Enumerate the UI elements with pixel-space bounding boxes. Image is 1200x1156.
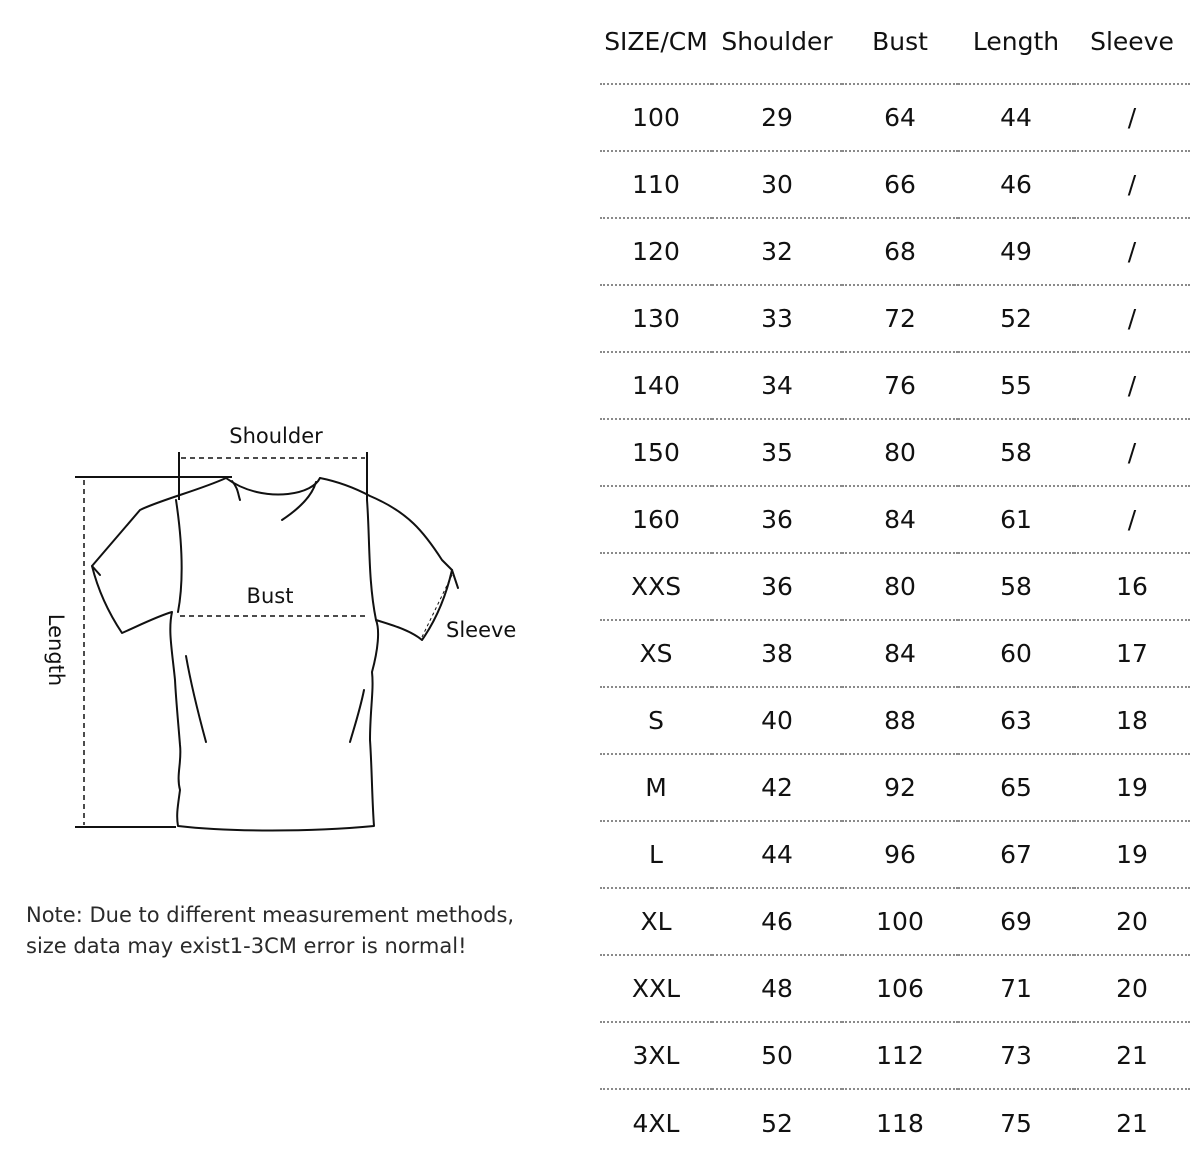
cell-length: 73 (1000, 1041, 1032, 1070)
header-size: SIZE/CM (604, 27, 708, 56)
cell-length: 60 (1000, 639, 1032, 668)
note-line-2: size data may exist1-3CM error is normal! (26, 934, 467, 958)
cell-shoulder: 38 (761, 639, 793, 668)
cell-length: 71 (1000, 974, 1032, 1003)
cell-sleeve: / (1127, 371, 1137, 400)
table-row (600, 218, 1190, 285)
header-shoulder: Shoulder (721, 27, 833, 56)
cell-length: 69 (1000, 907, 1032, 936)
table-row (600, 84, 1190, 151)
sleeve-label: Sleeve (446, 618, 517, 642)
cell-length: 52 (1000, 304, 1032, 333)
cell-bust: 112 (876, 1041, 924, 1070)
cell-shoulder: 48 (761, 974, 793, 1003)
size-rows (600, 84, 1190, 1156)
cell-length: 49 (1000, 237, 1032, 266)
size-chart-table (600, 0, 1190, 1156)
cell-size: 4XL (632, 1108, 680, 1138)
cell-size: XXL (631, 974, 681, 1003)
table-row (600, 821, 1190, 888)
cell-shoulder: 32 (761, 237, 793, 266)
cell-sleeve: / (1127, 170, 1137, 199)
cell-sleeve: 19 (1116, 840, 1148, 869)
cell-shoulder: 35 (761, 438, 793, 467)
table-row (600, 1022, 1190, 1089)
cell-bust: 84 (884, 639, 916, 668)
cell-size: 130 (632, 304, 680, 333)
header-length: Length (972, 27, 1060, 56)
table-row (600, 151, 1190, 218)
cell-bust: 66 (884, 170, 916, 199)
bust-label: Bust (246, 584, 294, 608)
header-sleeve: Sleeve (1090, 27, 1174, 56)
table-row (600, 486, 1190, 553)
cell-sleeve: / (1127, 304, 1137, 333)
cell-sleeve: 21 (1116, 1041, 1148, 1070)
cell-bust: 72 (884, 304, 916, 333)
cell-sleeve: 17 (1116, 639, 1148, 668)
cell-shoulder: 42 (761, 773, 793, 802)
table-row (600, 1089, 1190, 1156)
cell-size: 150 (632, 438, 680, 467)
table-row (600, 419, 1190, 486)
table-row (600, 955, 1190, 1022)
cell-bust: 92 (884, 773, 916, 802)
cell-length: 75 (1000, 1108, 1032, 1138)
cell-shoulder: 34 (761, 371, 793, 400)
table-row (600, 687, 1190, 754)
cell-bust: 118 (876, 1108, 924, 1138)
cell-shoulder: 33 (761, 304, 793, 333)
cell-size: XS (639, 639, 673, 668)
note-line-1: Note: Due to different measurement methods, (26, 903, 515, 927)
measurement-note (26, 900, 586, 962)
cell-size: S (648, 706, 664, 735)
cell-shoulder: 36 (761, 572, 793, 601)
cell-bust: 80 (884, 438, 916, 467)
length-label: Length (44, 613, 68, 687)
length-measure (75, 477, 232, 827)
cell-sleeve: 20 (1116, 974, 1148, 1003)
cell-length: 44 (1000, 103, 1032, 132)
table-row (600, 352, 1190, 419)
cell-bust: 64 (884, 103, 916, 132)
cell-bust: 100 (876, 907, 924, 936)
cell-length: 61 (1000, 505, 1032, 534)
cell-size: 140 (632, 371, 680, 400)
cell-shoulder: 52 (761, 1108, 793, 1138)
cell-shoulder: 30 (761, 170, 793, 199)
cell-bust: 88 (884, 706, 916, 735)
cell-length: 67 (1000, 840, 1032, 869)
cell-bust: 106 (876, 974, 924, 1003)
cell-shoulder: 36 (761, 505, 793, 534)
cell-size: XXS (630, 572, 682, 601)
table-row (600, 553, 1190, 620)
cell-bust: 76 (884, 371, 916, 400)
table-row (600, 285, 1190, 352)
cell-length: 63 (1000, 706, 1032, 735)
table-row (600, 888, 1190, 955)
cell-length: 46 (1000, 170, 1032, 199)
cell-sleeve: / (1127, 237, 1137, 266)
cell-sleeve: 18 (1116, 706, 1148, 735)
cell-length: 65 (1000, 773, 1032, 802)
cell-length: 58 (1000, 438, 1032, 467)
cell-bust: 84 (884, 505, 916, 534)
cell-sleeve: 16 (1116, 572, 1148, 601)
header-bust: Bust (872, 27, 928, 56)
table-row (600, 620, 1190, 687)
table-row (600, 754, 1190, 821)
cell-size: 3XL (632, 1041, 680, 1070)
shoulder-label: Shoulder (229, 424, 323, 448)
cell-sleeve: 20 (1116, 907, 1148, 936)
cell-bust: 80 (884, 572, 916, 601)
tshirt-measurement-diagram (0, 0, 600, 1140)
cell-shoulder: 29 (761, 103, 793, 132)
cell-shoulder: 44 (761, 840, 793, 869)
cell-sleeve: / (1127, 505, 1137, 534)
cell-size: M (645, 773, 667, 802)
cell-size: 110 (632, 170, 680, 199)
cell-bust: 96 (884, 840, 916, 869)
cell-sleeve: 21 (1116, 1108, 1148, 1138)
cell-length: 55 (1000, 371, 1032, 400)
cell-size: 120 (632, 237, 680, 266)
cell-size: 160 (632, 505, 680, 534)
tshirt-outline (92, 478, 458, 831)
cell-sleeve: / (1127, 103, 1137, 132)
cell-shoulder: 50 (761, 1041, 793, 1070)
cell-sleeve: / (1127, 438, 1137, 467)
cell-bust: 68 (884, 237, 916, 266)
cell-size: 100 (632, 103, 680, 132)
cell-shoulder: 46 (761, 907, 793, 936)
cell-size: L (649, 840, 663, 869)
cell-shoulder: 40 (761, 706, 793, 735)
cell-length: 58 (1000, 572, 1032, 601)
table-header-row (600, 0, 1190, 84)
cell-sleeve: 19 (1116, 773, 1148, 802)
cell-size: XL (640, 907, 672, 936)
